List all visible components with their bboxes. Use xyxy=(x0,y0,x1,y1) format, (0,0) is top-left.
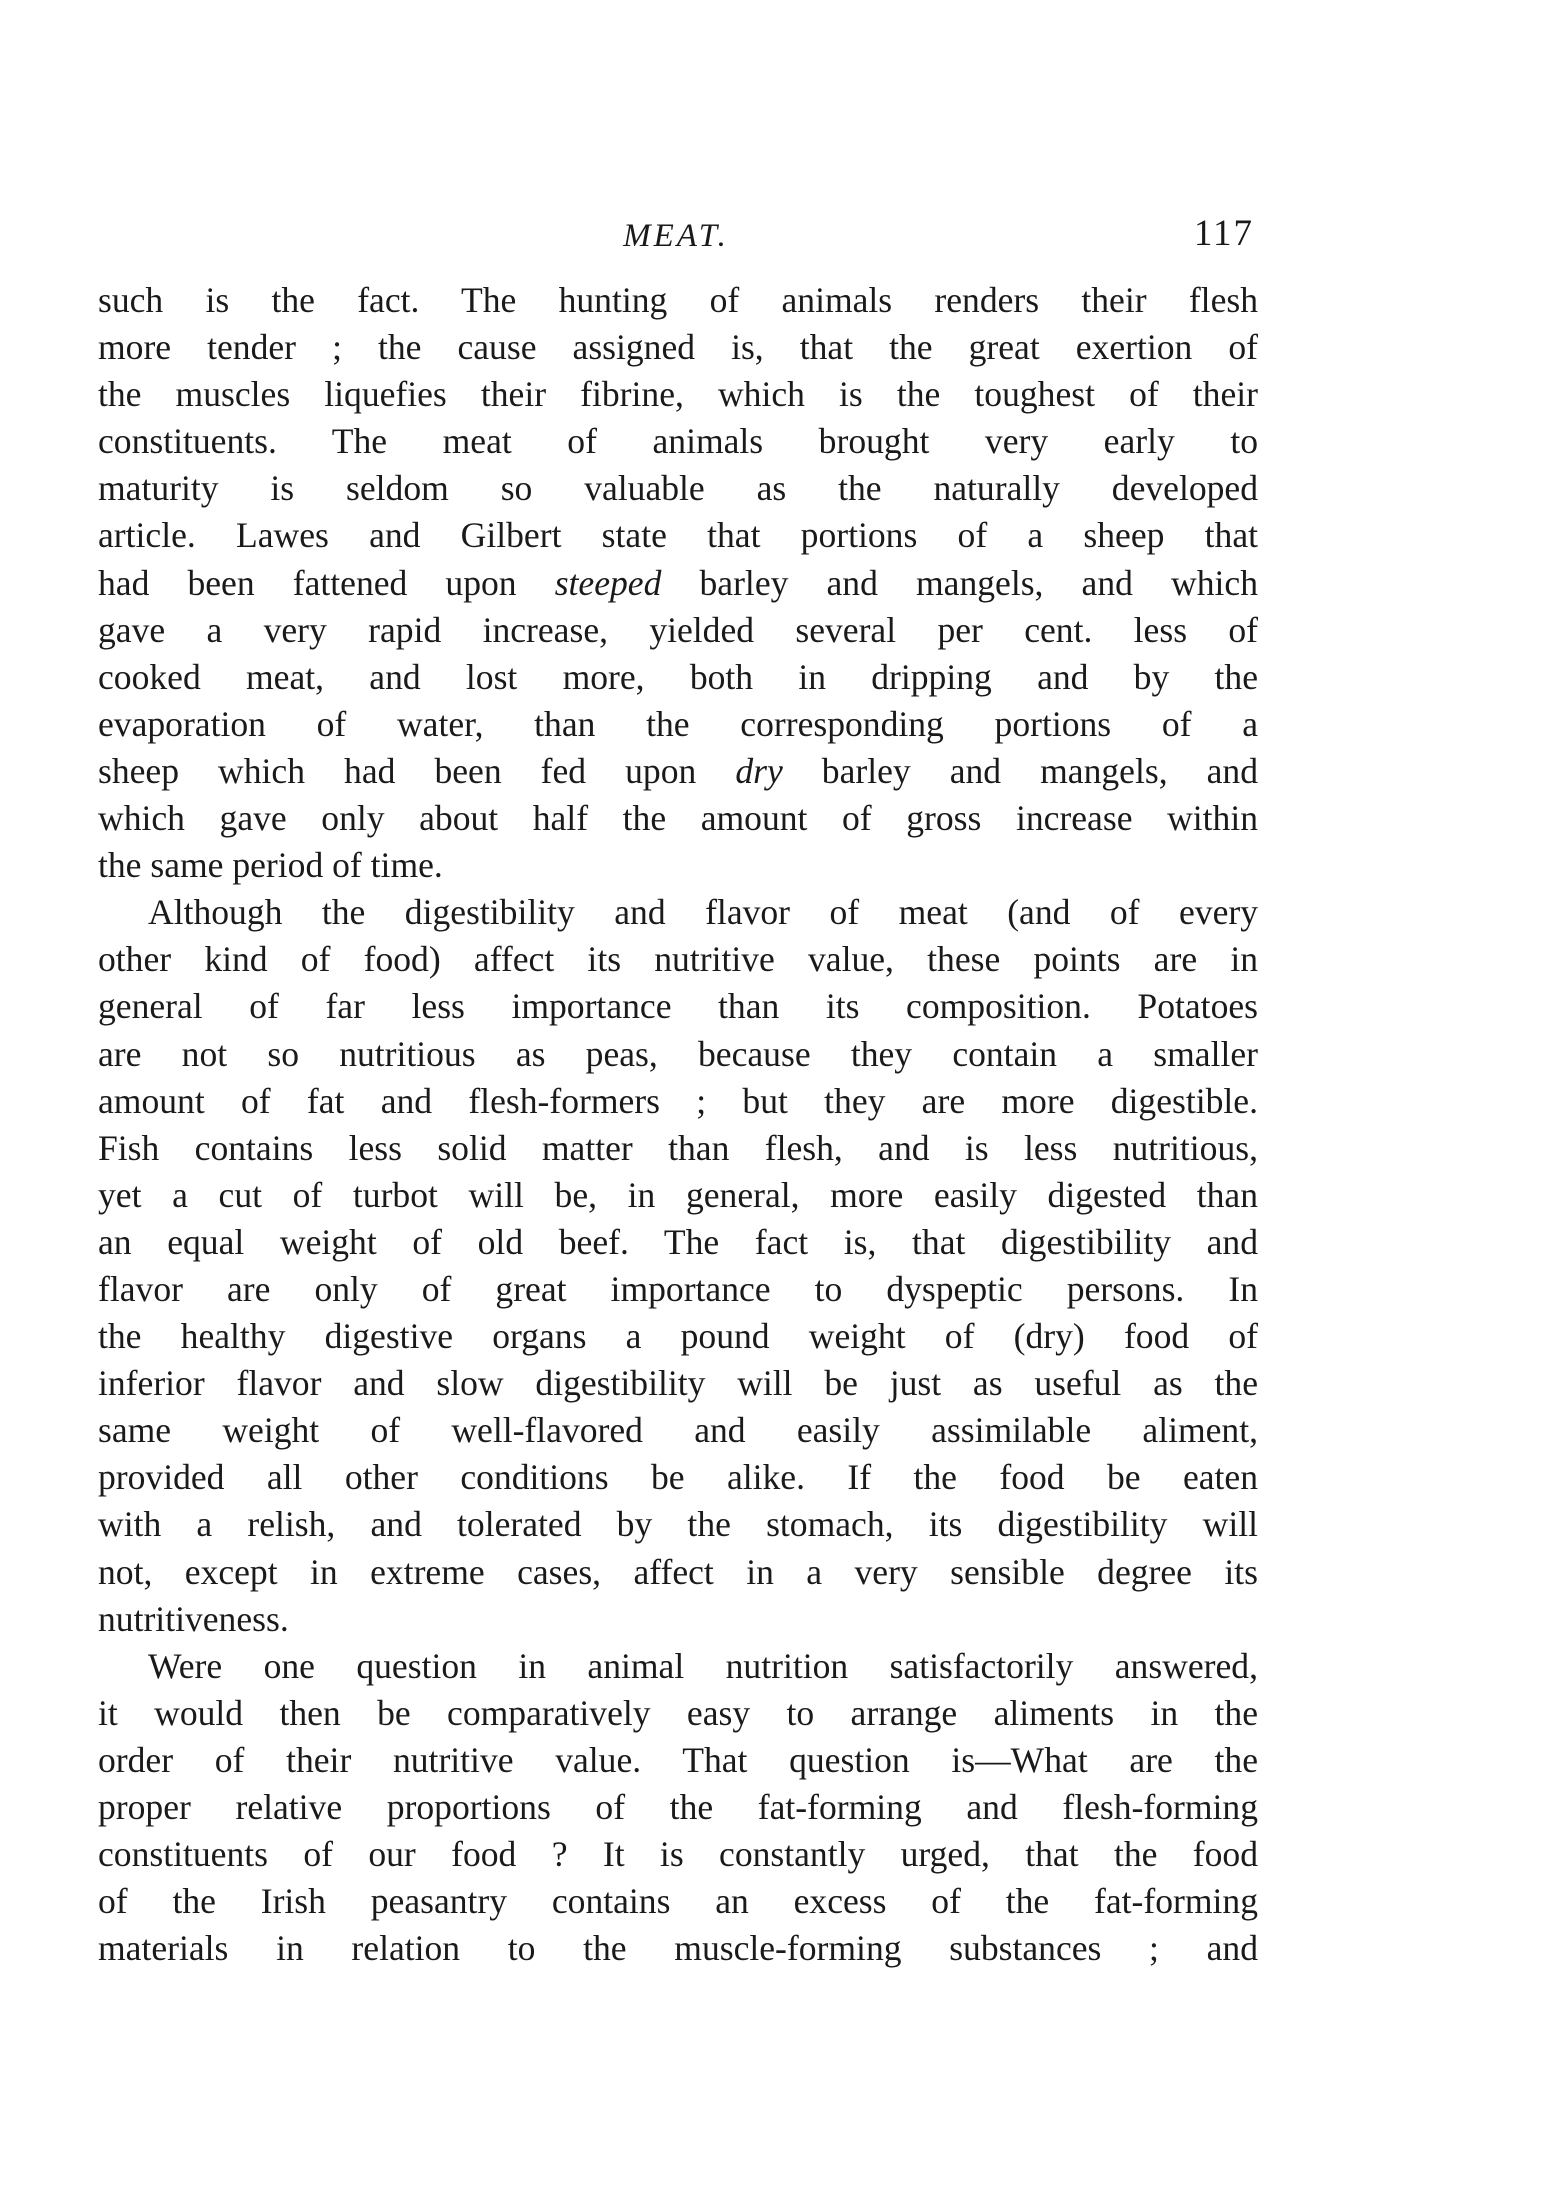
text-line: materials in relation to the muscle-forming substances ; and xyxy=(98,1928,1258,1969)
text-line: Although the digestibility and flavor of meat (and of every xyxy=(148,892,1258,933)
text-line: inferior flavor and slow digestibility will be just as useful as the xyxy=(98,1363,1258,1404)
text-line: more tender ; the cause assigned is, that the great exertion of xyxy=(98,327,1258,368)
text-line: sheep which had been fed upon dry barley and mangels, and xyxy=(98,750,1259,791)
text-line: an equal weight of old beef. The fact is, that digestibility and xyxy=(98,1221,1258,1262)
body-text xyxy=(98,277,1258,1972)
text-line: flavor are only of great importance to dyspeptic persons. In xyxy=(98,1268,1258,1309)
paragraph-1 xyxy=(98,277,1258,889)
text-line: it would then be comparatively easy to arrange aliments in the xyxy=(98,1692,1258,1733)
paragraph-3 xyxy=(98,1643,1258,1973)
text-line: the muscles liquefies their fibrine, which is the toughest of their xyxy=(98,374,1258,415)
text-line: the same period of time. xyxy=(98,845,443,886)
text-line: yet a cut of turbot will be, in general, more easily digested than xyxy=(98,1174,1258,1215)
text-line: such is the fact. The hunting of animals renders their flesh xyxy=(98,280,1258,320)
text-line: constituents. The meat of animals brought very early to xyxy=(98,421,1258,462)
text-line: not, except in extreme cases, affect in a very sensible degree its xyxy=(98,1551,1258,1592)
text-line: evaporation of water, than the corresponding portions of a xyxy=(98,703,1258,744)
text-line: proper relative proportions of the fat-forming and flesh-forming xyxy=(98,1787,1258,1827)
text-line: nutritiveness. xyxy=(98,1598,289,1639)
paragraph-2 xyxy=(98,889,1258,1643)
text-line: same weight of well-flavored and easily assimilable aliment, xyxy=(98,1410,1258,1451)
text-line: amount of fat and flesh-formers ; but they are more digestible. xyxy=(98,1080,1258,1121)
text-line: maturity is seldom so valuable as the naturally developed xyxy=(98,468,1258,509)
text-line: other kind of food) affect its nutritive value, these points are in xyxy=(98,939,1258,980)
text-line: order of their nutritive value. That question is—What are the xyxy=(98,1739,1258,1780)
running-head xyxy=(98,212,1254,262)
text-line: Fish contains less solid matter than flesh, and is less nutritious, xyxy=(98,1127,1258,1168)
text-line: with a relish, and tolerated by the stomach, its digestibility will xyxy=(98,1504,1258,1545)
text-line: had been fattened upon steeped barley and mangels, and which xyxy=(98,562,1258,603)
page-number: 117 xyxy=(1193,213,1254,254)
text-line: general of far less importance than its composition. Potatoes xyxy=(98,986,1258,1027)
text-line: of the Irish peasantry contains an excess of the fat-forming xyxy=(98,1881,1258,1922)
text-line: gave a very rapid increase, yielded several per cent. less of xyxy=(98,609,1258,650)
text-line: the healthy digestive organs a pound weight of (dry) food of xyxy=(98,1316,1258,1357)
text-line: which gave only about half the amount of gross increase within xyxy=(98,798,1258,839)
text-line: provided all other conditions be alike. If the food be eaten xyxy=(98,1457,1258,1498)
text-line: Were one question in animal nutrition satisfactorily answered, xyxy=(148,1645,1258,1686)
text-line: are not so nutritious as peas, because they contain a smaller xyxy=(98,1033,1258,1074)
text-line: article. Lawes and Gilbert state that portions of a sheep that xyxy=(98,515,1258,556)
running-title: MEAT. xyxy=(623,218,729,254)
text-line: constituents of our food ? It is constantly urged, that the food xyxy=(98,1834,1258,1875)
text-line: cooked meat, and lost more, both in dripping and by the xyxy=(98,656,1258,697)
